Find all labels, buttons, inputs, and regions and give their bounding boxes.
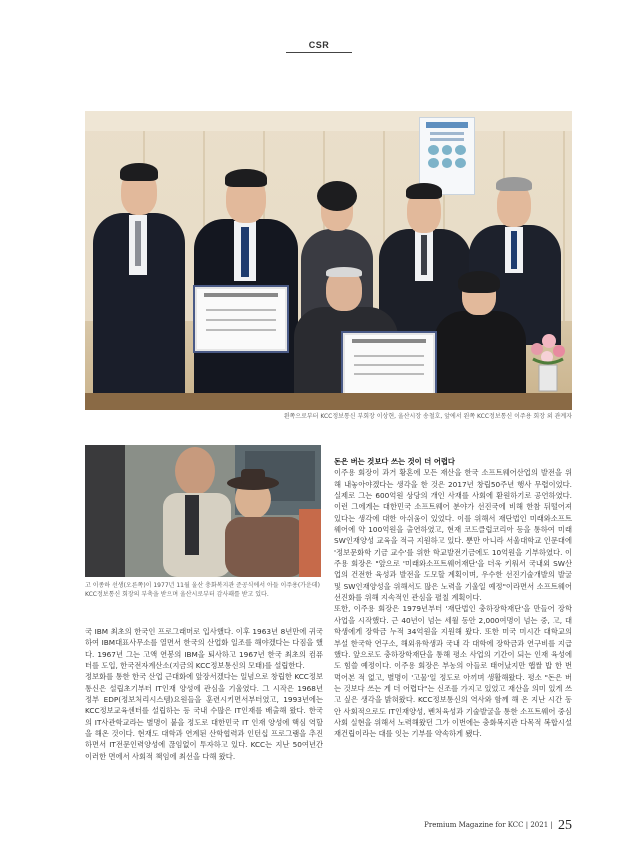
flower-vase: [525, 331, 571, 393]
historic-photo-scene: [85, 445, 321, 577]
seated-person-2: [430, 271, 530, 397]
section-divider: [286, 52, 352, 53]
magazine-title: Premium Magazine for KCC: [424, 821, 524, 829]
article-paragraph: 또한, 이주용 회장은 1979년부터 '재단법인 충하장학재단'을 만들어 장학사업을 시작했다. 근 40년이 넘는 세월 동안 2,000여명이 넘는 중, 고, 대학생에게 장학금 누적 34억원을 지원해 왔다. 또한 미국 미시간 대학교의 부설 한국학 연구소, 해외유학생과 국내 각 대학에 장학금과 연구비를 지급했다. 앞으로도 충하장학재단을 통해 평소 사업의 기간이 되는 인재 육성에도 힘쓸 예정이다. 이주용 회장은 부농의 아들로 태어났지만 햅쌀 밥 한 번 먹어본 적 없고, 별명이 '고물'일 정도로 아끼며 생활해왔다. 평소 "돈은 버는 것보다 쓰는 게 더 어렵다"는 신조를 가지고 있었고 재산을 의미 있게 쓰고 싶은 생각을 밝혀왔다. KCC정보통신의 역사와 함께 해 온 지난 시간 동안 사회적으로도 IT인재양성, 벤처육성과 기술발굴을 통한 소프트웨어 중심사회 실현을 위해서 노력해왔던 그가 이번에는 충화복지관 다목적 복합시설 재건립이라는 대를 잇는 기부를 약속하게 됐다.: [334, 604, 572, 739]
historic-photo-caption: 고 이종하 선생(오른쪽)이 1977년 11월 울산 충화복지관 준공식에서 아들 이주용(가운데) KCC정보통신 회장의 부축을 받으며 울산시로부터 감사패를 받고 있다.: [85, 582, 320, 598]
table: [85, 393, 572, 410]
footer-year: 2021: [530, 821, 549, 829]
page-number: 25: [558, 818, 572, 833]
article-paragraph: 국 IBM 최초의 한국인 프로그래머로 입사했다. 이후 1963년 8년만에 귀국하여 IBM대표사무소를 열면서 한국의 산업화 일조를 해야겠다는 다짐을 했다. 1967년 그는 고액 연봉의 IBM을 퇴사하고 1967년 한국 최초의 컴퓨터를 도입, 한국전자계산소(지금의 KCC정보통신의 모태)를 설립한다.: [85, 627, 323, 671]
section-tag: CSR: [308, 40, 330, 50]
main-photo-caption: 왼쪽으로부터 KCC정보통신 부회장 이상현, 울산시장 송철호, 앞에서 왼쪽 KCC정보통신 이주용 회장 외 관계자: [283, 413, 572, 420]
article-right-column: [334, 456, 572, 740]
ceiling: [85, 111, 572, 131]
article-left-column: [85, 626, 323, 762]
footer-separator: |: [550, 821, 555, 829]
certificate-left: [193, 285, 289, 353]
historic-photo: [85, 445, 321, 577]
article-paragraph: 정보화를 통한 한국 산업 근대화에 앞장서겠다는 일념으로 창립한 KCC정보통신은 설립초기부터 IT인재 양성에 관심을 기울였다. 그 시작은 1968년 정부 EDP(정보처리시스템)요원들을 훈련시키면서부터였고, 1993년에는 KCC정보교육센터를 설립하는 등 국내 수많은 IT인재를 배출해 왔다. 한국의 IT사관학교라는 별명이 붙을 정도로 대한민국 IT 인재 양성에 핵심 역할을 해온 것이다. 현재도 대학과 연계된 산학협력과 인턴십 프로그램을 추진하면서 IT전문인력양성에 끊임없이 투자하고 있다. KCC는 지난 50여년간 이러한 면에서 사회적 책임에 최선을 다해 왔다.: [85, 672, 323, 761]
footer-separator: |: [525, 821, 531, 829]
certificate-center: [341, 331, 437, 397]
article-paragraph: 이주용 회장이 과거 황혼에 모든 재산을 한국 소프트웨어산업의 발전을 위해 내놓아야겠다는 생각을 한 것은 2017년 창립50주년 행사 무렵이었다. 실제로 그는 600억원 상당의 개인 사재를 사회에 환원하기로 공언하였다. 이런 그에게는 대한민국 소프트웨어 분야가 선진국에 비해 한참 뒤떨어져 있다는 생각에 대한 아쉬움이 있었다. 이를 위해서 재단법인 미래와소프트웨어에 약 100억원을 출연하였고, 현재 코드클럽코리아 등을 통하여 미래SW인재양성 교육을 적극 지원하고 있다. 뿐만 아니라 서울대학교 인문대에 '정보문화학 기금 교수'를 위한 학교발전기금에도 10억원을 기부하였다. 이주용 회장은 "앞으로 '미래와소프트웨어재단'을 더욱 키워서 국내외 SW산업의 건전한 육성과 발전을 도모할 계획이며, 우수한 선진기술개발의 발굴 및 SW인재양성을 위해서도 많은 노력을 기울일 예정"이라면서 소프트웨어 선진화를 위해 지속적인 관심을 펼칠 계획이다.: [334, 468, 572, 603]
page-footer: [424, 818, 572, 834]
person-1: [85, 161, 195, 401]
article-subheading: 돈은 버는 것보다 쓰는 것이 더 어렵다: [334, 457, 455, 466]
main-photo: [85, 111, 572, 410]
person-2: [188, 167, 304, 397]
